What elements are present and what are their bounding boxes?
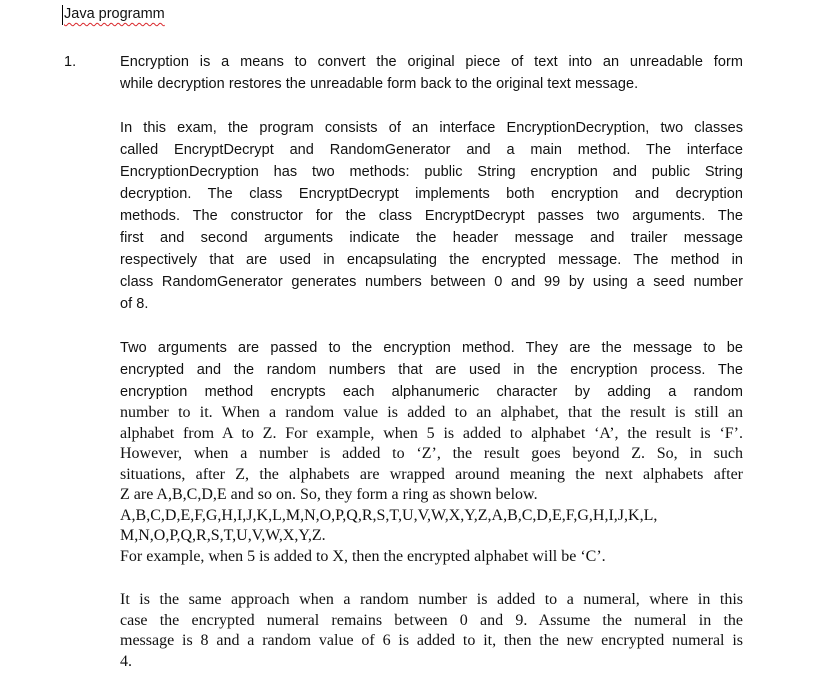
paragraph-encryption-intro <box>120 51 743 95</box>
text-line: respectively that are used in encapsulating the encrypted message. The method in <box>120 252 743 268</box>
text-line: number to it. When a random value is added to an alphabet, that the result is still an <box>120 404 743 421</box>
text-line: 4. <box>120 652 132 670</box>
text-line: encrypted and the random numbers that are used in the encryption process. The <box>120 362 743 378</box>
text-line: It is the same approach when a random number is added to a numeral, where in this <box>120 591 743 608</box>
text-line: alphabet from A to Z. For example, when 5 is added to alphabet ‘A’, the result is ‘F’. <box>120 424 743 442</box>
text-line: However, when a number is added to ‘Z’, the result goes beyond Z. So, in such <box>120 445 743 462</box>
text-line: encryption method encrypts each alphanumeric character by adding a random <box>120 384 743 400</box>
text-line: methods. The constructor for the class EncryptDecrypt passes two arguments. The <box>120 208 743 224</box>
list-item-number: 1. <box>64 54 77 70</box>
paragraph-numeral-encryption <box>120 590 743 672</box>
text-line: called EncryptDecrypt and RandomGenerator and a main method. The interface <box>120 142 743 158</box>
text-line: situations, after Z, the alphabets are wrapped around meaning the next alphabets after <box>120 465 743 483</box>
text-line: For example, when 5 is added to X, then the encrypted alphabet will be ‘C’. <box>120 547 606 565</box>
text-line: In this exam, the program consists of an interface EncryptionDecryption, two classes <box>120 120 743 136</box>
text-line: Two arguments are passed to the encryption method. They are the message to be <box>120 340 743 356</box>
document-title: Java programm <box>64 6 165 22</box>
alphabet-ring-line: M,N,O,P,Q,R,S,T,U,V,W,X,Y,Z. <box>120 527 326 544</box>
alphabet-ring-line: A,B,C,D,E,F,G,H,I,J,K,L,M,N,O,P,Q,R,S,T,U,V,W,X,Y,Z,A,B,C,D,E,F,G,H,I,J,K,L, <box>120 506 658 524</box>
text-line: case the encrypted numeral remains between 0 and 9. Assume the numeral in the <box>120 611 743 629</box>
text-line: first and second arguments indicate the header message and trailer message <box>120 230 743 246</box>
text-line: message is 8 and a random value of 6 is added to it, then the new encrypted numeral is <box>120 632 743 649</box>
text-line: while decryption restores the unreadable form back to the original text message. <box>120 76 639 92</box>
text-line: Encryption is a means to convert the original piece of text into an unreadable form <box>120 54 743 70</box>
paragraph-program-structure <box>120 117 743 315</box>
text-line: EncryptionDecryption has two methods: public String encryption and public String <box>120 164 743 180</box>
text-line: decryption. The class EncryptDecrypt implements both encryption and decryption <box>120 186 743 202</box>
text-line: class RandomGenerator generates numbers between 0 and 99 by using a seed number <box>120 274 743 290</box>
text-line: of 8. <box>120 296 149 312</box>
text-cursor <box>62 5 63 25</box>
paragraph-encryption-method <box>120 337 743 567</box>
text-line: Z are A,B,C,D,E and so on. So, they form a ring as shown below. <box>120 486 538 503</box>
